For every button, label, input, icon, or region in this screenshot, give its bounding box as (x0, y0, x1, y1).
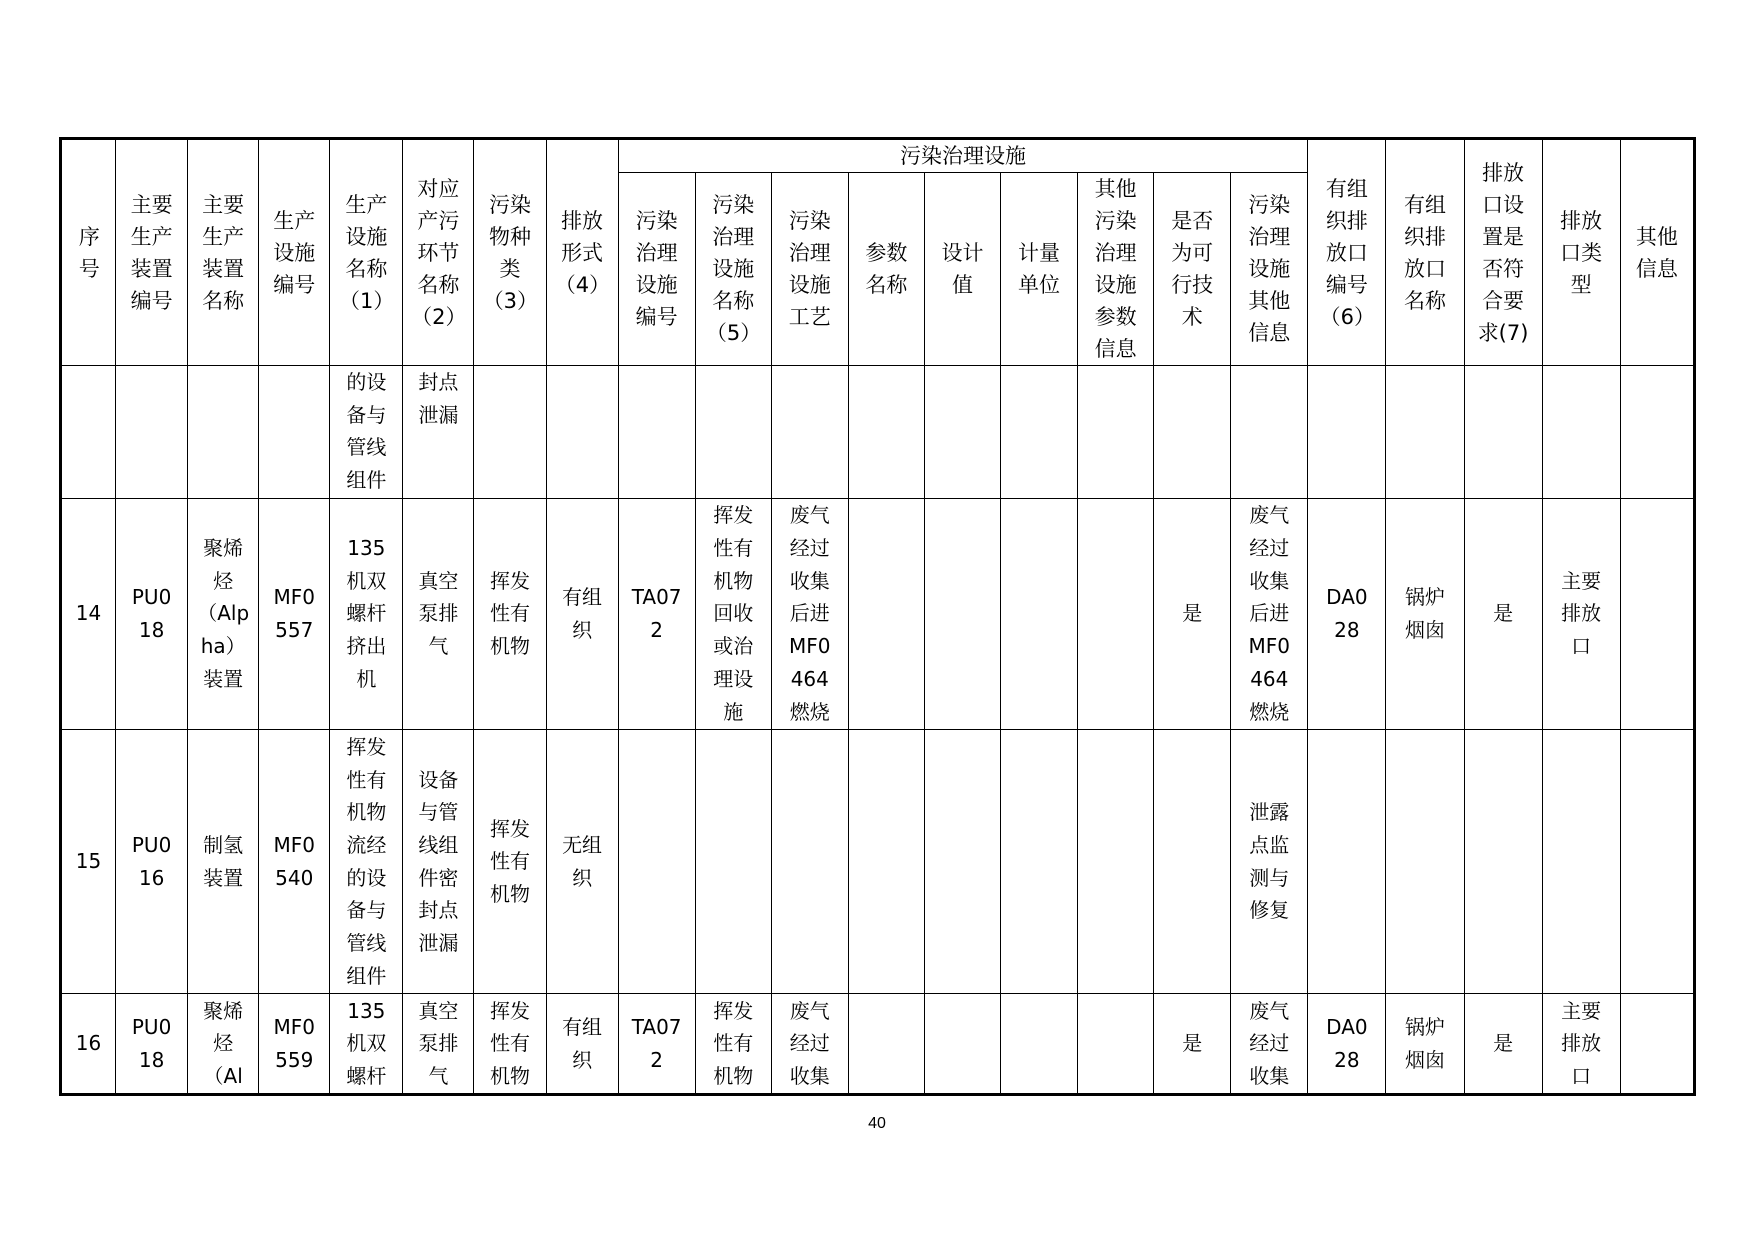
cell-text: 序 号 (78, 224, 100, 281)
cell-text: 有组织 (562, 1014, 603, 1072)
table-cell (1231, 729, 1308, 993)
cell-text: 主要 生产 装置 名称 (202, 192, 245, 313)
cell-text: PU018 (131, 1014, 172, 1072)
group-header (618, 139, 1308, 173)
column-header (1386, 139, 1464, 366)
cell-text: 其他 污染 治理 设施 参数 信息 (1094, 177, 1137, 361)
table-cell (618, 498, 695, 729)
cell-text: DA028 (1326, 1014, 1368, 1072)
cell-text: 设备与管线组件密封点泄漏 (418, 767, 459, 956)
cell-text: 污染 治理 设施 名称 （5） (705, 193, 762, 345)
cell-text: MF0557 (273, 585, 315, 642)
table-cell (771, 498, 848, 729)
table-cell (618, 366, 695, 499)
table-cell (1308, 729, 1386, 993)
table-cell (1620, 729, 1694, 993)
table-cell (1464, 994, 1542, 1095)
table-cell (474, 498, 546, 729)
cell-text: 锅炉烟囱 (1404, 585, 1445, 642)
table-cell (546, 498, 618, 729)
table-cell (848, 498, 924, 729)
cell-text: 挥发性有机物回收或治理设施 (713, 503, 754, 724)
table-cell (403, 729, 474, 993)
table-cell (1308, 994, 1386, 1095)
table-cell (330, 994, 403, 1095)
cell-text: 生产 设施 名称 （1） (339, 192, 395, 313)
column-header (1078, 173, 1154, 366)
table-cell (695, 366, 771, 499)
table-cell (924, 498, 1000, 729)
table-cell (116, 994, 188, 1095)
table-cell (403, 498, 474, 729)
table-cell (1542, 498, 1620, 729)
cell-text: 挥发性有机物 (489, 816, 530, 906)
cell-text: 废气经过收集后进MF0464燃烧 (1248, 503, 1291, 724)
table-cell (116, 498, 188, 729)
cell-text: 封点泄漏 (418, 370, 459, 427)
table-cell (259, 366, 330, 499)
column-header (848, 173, 924, 366)
table-header (61, 139, 1695, 366)
cell-text: 生产 设施 编号 (273, 208, 316, 297)
table-cell (61, 994, 116, 1095)
cell-text: 是 (1182, 1031, 1203, 1056)
cell-text: 14 (75, 601, 102, 626)
table-cell (330, 366, 403, 499)
column-header (1231, 173, 1308, 366)
cell-text: 是 (1182, 601, 1203, 626)
cell-text: 污染 治理 设施 编号 (635, 209, 678, 329)
header-row (61, 139, 1695, 173)
cell-text: 废气经过收集 (789, 998, 830, 1088)
cell-text: TA072 (631, 1014, 682, 1072)
table-cell (61, 498, 116, 729)
table-cell (188, 498, 259, 729)
table-cell (546, 729, 618, 993)
cell-text: 无组织 (562, 832, 603, 890)
table-cell (546, 366, 618, 499)
table-row (61, 994, 1695, 1095)
table-cell (1542, 729, 1620, 993)
table-cell (1154, 729, 1231, 993)
table-cell (924, 729, 1000, 993)
cell-text: MF0540 (273, 832, 315, 890)
cell-text: 有组 织排 放口 编号 （6） (1319, 176, 1375, 329)
cell-text: 废气经过收集后进MF0464燃烧 (789, 503, 831, 724)
table-row (61, 366, 1695, 499)
table-cell (1620, 498, 1694, 729)
table-cell (1386, 729, 1464, 993)
table-cell (848, 994, 924, 1095)
table-cell (1464, 729, 1542, 993)
table-cell (259, 729, 330, 993)
column-header (1464, 139, 1542, 366)
cell-text: 锅炉烟囱 (1404, 1014, 1445, 1072)
column-header (695, 173, 771, 366)
cell-text: 135机双螺杆 (346, 998, 387, 1088)
table-cell (1001, 366, 1078, 499)
table-row (61, 729, 1695, 993)
cell-text: 是 (1493, 601, 1514, 626)
column-header (403, 139, 474, 366)
column-header (259, 139, 330, 366)
cell-text: TA072 (631, 585, 682, 642)
table-cell (771, 729, 848, 993)
cell-text: 挥发性有机物 (713, 998, 754, 1088)
table-cell (188, 994, 259, 1095)
pollution-control-facilities-table (59, 137, 1696, 1096)
table-cell (474, 994, 546, 1095)
cell-text: 排放 口类 型 (1560, 208, 1603, 297)
table-body (61, 366, 1695, 1095)
table-cell (695, 994, 771, 1095)
cell-text: MF0559 (273, 1014, 315, 1072)
table-cell (474, 729, 546, 993)
table-cell (1154, 994, 1231, 1095)
table-cell (1001, 994, 1078, 1095)
cell-text: 15 (75, 849, 102, 874)
cell-text: 主要排放口 (1561, 568, 1602, 659)
table-cell (695, 498, 771, 729)
cell-text: PU018 (131, 585, 172, 642)
table-cell (1078, 729, 1154, 993)
table-cell (1386, 366, 1464, 499)
table-cell (330, 498, 403, 729)
cell-text: 挥发性有机物 (489, 568, 530, 659)
column-header (474, 139, 546, 366)
column-header (1542, 139, 1620, 366)
table-cell (188, 729, 259, 993)
cell-text: 聚烯烃（Alpha）装置 (197, 536, 250, 691)
table-cell (1001, 498, 1078, 729)
column-header (546, 139, 618, 366)
cell-text: 污染 治理 设施 其他 信息 (1248, 193, 1291, 345)
column-header (771, 173, 848, 366)
cell-text: DA028 (1326, 585, 1368, 642)
cell-text: 主要排放口 (1561, 998, 1602, 1088)
table-cell (1001, 729, 1078, 993)
cell-text: 污染 物种 类 （3） (482, 192, 539, 313)
cell-text: 的设备与管线组件 (346, 370, 387, 493)
table-cell (1078, 498, 1154, 729)
column-header (1308, 139, 1386, 366)
cell-text: 污染 治理 设施 工艺 (788, 209, 831, 329)
table-cell (618, 994, 695, 1095)
cell-text: 参数 名称 (865, 241, 908, 297)
cell-text: 挥发性有机物流经的设备与管线组件 (346, 734, 387, 988)
cell-text: 真空泵排气 (418, 568, 459, 659)
table-cell (1231, 994, 1308, 1095)
table-cell (1078, 366, 1154, 499)
table-cell (259, 498, 330, 729)
table-cell (1386, 994, 1464, 1095)
column-header (618, 173, 695, 366)
cell-text: 有组 织排 放口 名称 (1403, 192, 1446, 313)
table-cell (116, 729, 188, 993)
table-cell (116, 366, 188, 499)
cell-text: 对应 产污 环节 名称 （2） (411, 176, 467, 329)
table-cell (1231, 498, 1308, 729)
table-cell (546, 994, 618, 1095)
table-row (61, 498, 1695, 729)
table-cell (771, 994, 848, 1095)
cell-text: 其他 信息 (1635, 224, 1678, 281)
table-cell (1154, 498, 1231, 729)
table-cell (474, 366, 546, 499)
table-cell (403, 994, 474, 1095)
column-header (1001, 173, 1078, 366)
cell-text: 真空泵排气 (418, 998, 459, 1088)
cell-text: 排放 形式 （4） (554, 208, 611, 297)
table-cell (1542, 994, 1620, 1095)
table-cell (1386, 498, 1464, 729)
column-header (61, 139, 116, 366)
table-cell (1464, 498, 1542, 729)
table-cell (1078, 994, 1154, 1095)
table-cell (618, 729, 695, 993)
table-cell (771, 366, 848, 499)
cell-text: PU016 (131, 832, 172, 890)
cell-text: 泄露点监测与修复 (1249, 800, 1290, 923)
table-cell (1620, 994, 1694, 1095)
cell-text: 聚烯烃（Al (203, 998, 244, 1088)
table-cell (1464, 366, 1542, 499)
cell-text: 设计 值 (941, 241, 984, 297)
table-cell (1154, 366, 1231, 499)
group-header-label: 污染治理设施 (899, 144, 1026, 168)
cell-text: 16 (75, 1031, 102, 1056)
table-cell (330, 729, 403, 993)
table-cell (61, 729, 116, 993)
table-cell (61, 366, 116, 499)
cell-text: 主要 生产 装置 编号 (130, 192, 173, 313)
cell-text: 制氢装置 (203, 832, 244, 890)
table-cell (848, 729, 924, 993)
cell-text: 废气经过收集 (1249, 998, 1290, 1088)
table-cell (695, 729, 771, 993)
table-cell (403, 366, 474, 499)
table-cell (1231, 366, 1308, 499)
cell-text: 135机双螺杆挤出机 (346, 536, 387, 691)
cell-text: 有组织 (562, 585, 603, 642)
cell-text: 是 (1493, 1031, 1514, 1056)
cell-text: 挥发性有机物 (489, 998, 530, 1088)
column-header (1620, 139, 1694, 366)
column-header (924, 173, 1000, 366)
table-cell (1308, 498, 1386, 729)
table-cell (848, 366, 924, 499)
column-header (1154, 173, 1231, 366)
table-cell (1308, 366, 1386, 499)
column-header (330, 139, 403, 366)
table-cell (1620, 366, 1694, 499)
table-cell (924, 366, 1000, 499)
table-cell (924, 994, 1000, 1095)
table-cell (259, 994, 330, 1095)
table-cell (1542, 366, 1620, 499)
cell-text: 计量 单位 (1018, 241, 1061, 297)
column-header (188, 139, 259, 366)
cell-text: 排放 口设 置是 否符 合要 求(7) (1477, 160, 1529, 345)
page-number: 40 (868, 1115, 886, 1132)
table-cell (188, 366, 259, 499)
cell-text: 是否 为可 行技 术 (1171, 209, 1214, 329)
column-header (116, 139, 188, 366)
